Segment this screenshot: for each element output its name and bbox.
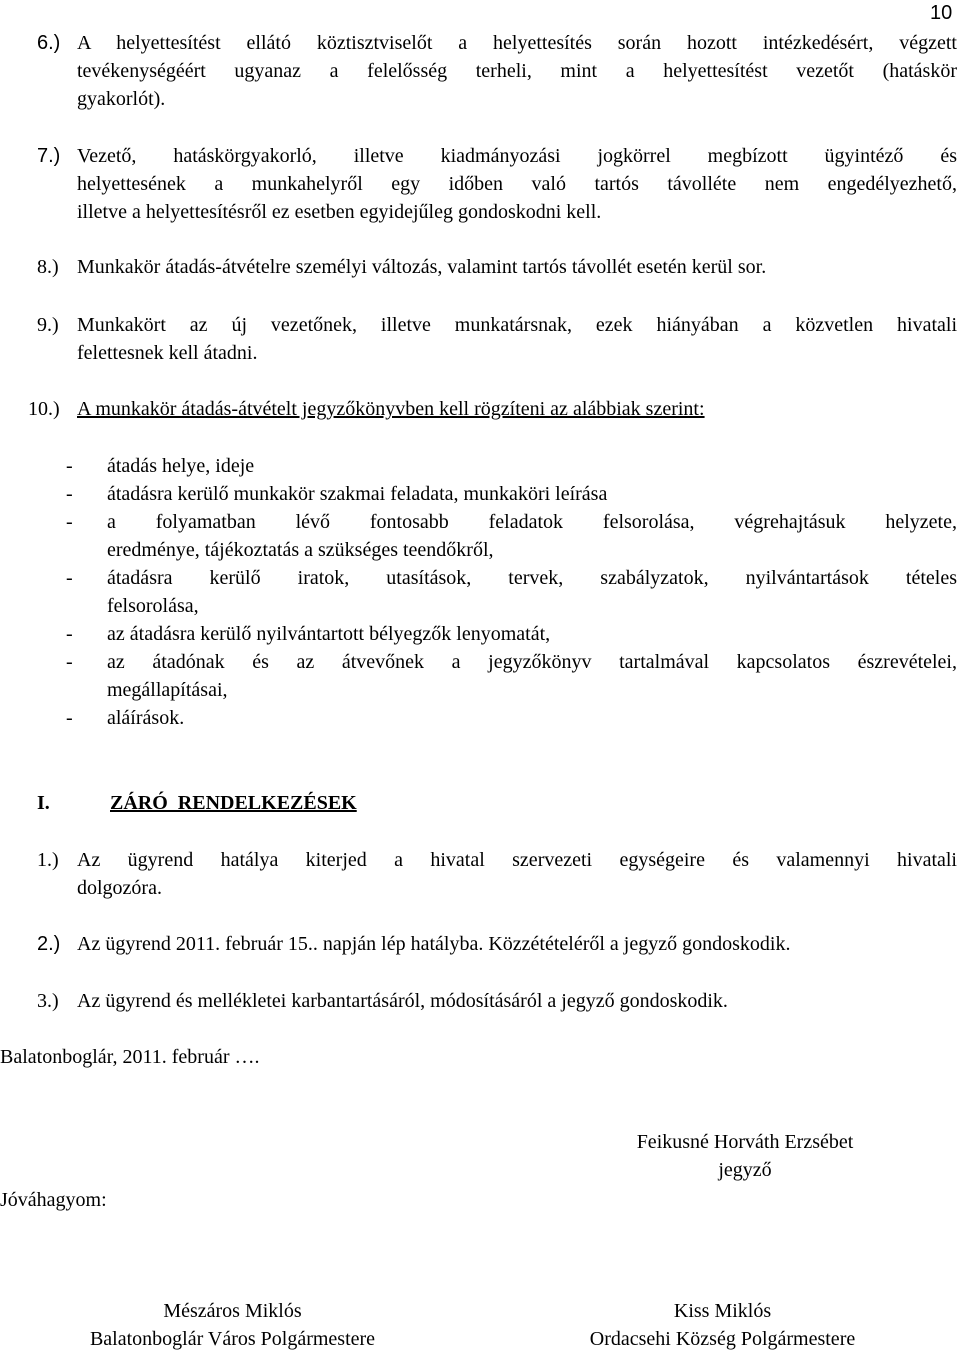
bullet-line: felsorolása,	[107, 595, 199, 617]
closing-number: 1.)	[37, 849, 59, 871]
item-number: 8.)	[37, 256, 59, 278]
notary-name: Feikusné Horváth Erzsébet	[636, 1131, 854, 1153]
dash-marker: -	[66, 455, 73, 477]
item-number: 6.)	[37, 32, 61, 54]
signatory-name: Kiss Miklós	[673, 1300, 772, 1322]
closing-line: dolgozóra.	[77, 877, 162, 899]
item-line: Vezető, hatáskörgyakorló, illetve kiadmányozási jogkörrel megbízott ügyintéző és	[77, 145, 957, 167]
signatory-title: Balatonboglár Város Polgármestere	[89, 1328, 376, 1350]
bullet-line: az átadónak és az átvevőnek a jegyzőkönyv tartalmával kapcsolatos észrevételei,	[107, 651, 957, 673]
bullet-line: az átadásra kerülő nyilvántartott bélyegzők lenyomatát,	[107, 623, 551, 645]
bullet-line: átadás helye, ideje	[107, 455, 255, 477]
item-line: gyakorlót).	[77, 88, 166, 110]
bullet-line: aláírások.	[107, 707, 185, 729]
item-line: helyettesének a munkahelyről egy időben való tartós távolléte nem engedélyezhető,	[77, 173, 957, 195]
bullet-line: átadásra kerülő iratok, utasítások, tervek, szabályzatok, nyilvántartások tételes	[107, 567, 957, 589]
item-line: Munkakört az új vezetőnek, illetve munkatársnak, ezek hiányában a közvetlen hivatali	[77, 314, 957, 336]
dash-marker: -	[66, 707, 73, 729]
dash-marker: -	[66, 567, 73, 589]
item-number: 7.)	[37, 145, 61, 167]
item-number: 10.)	[28, 398, 60, 420]
item-line-underlined: A munkakör átadás-átvételt jegyzőkönyvben kell rögzíteni az alábbiak szerint:	[77, 398, 705, 420]
bullet-line: átadásra kerülő munkakör szakmai feladata, munkaköri leírása	[107, 483, 608, 505]
bullet-line: a folyamatban lévő fontosabb feladatok felsorolása, végrehajtásuk helyzete,	[107, 511, 957, 533]
dash-marker: -	[66, 483, 73, 505]
item-line: Munkakör átadás-átvételre személyi változás, valamint tartós távollét esetén kerül sor.	[77, 256, 767, 278]
place-date: Balatonboglár, 2011. február ….	[0, 1046, 260, 1068]
dash-marker: -	[66, 623, 73, 645]
signatory-name: Mészáros Miklós	[163, 1300, 302, 1322]
notary-title: jegyző	[718, 1159, 772, 1181]
closing-line: Az ügyrend és mellékletei karbantartásáról, módosításáról a jegyző gondoskodik.	[77, 990, 728, 1012]
signatory-title: Ordacsehi Község Polgármestere	[589, 1328, 856, 1350]
section-number: I.	[37, 792, 50, 814]
approve-label: Jóváhagyom:	[0, 1189, 107, 1211]
dash-marker: -	[66, 511, 73, 533]
section-title: ZÁRÓ RENDELKEZÉSEK	[110, 792, 357, 814]
dash-marker: -	[66, 651, 73, 673]
closing-number: 3.)	[37, 990, 59, 1012]
item-line: tevékenységéért ugyanaz a felelősség terheli, mint a helyettesítést vezetőt (hatáskör	[77, 60, 957, 82]
item-line: A helyettesítést ellátó köztisztviselőt a helyettesítés során hozott intézkedésért, végzett	[77, 32, 957, 54]
item-line: felettesnek kell átadni.	[77, 342, 258, 364]
item-line: illetve a helyettesítésről ez esetben egyidejűleg gondoskodni kell.	[77, 201, 602, 223]
bullet-line: eredménye, tájékoztatás a szükséges teendőkről,	[107, 539, 494, 561]
bullet-line: megállapításai,	[107, 679, 228, 701]
page-number: 10	[930, 2, 953, 24]
item-number: 9.)	[37, 314, 59, 336]
closing-line: Az ügyrend 2011. február 15.. napján lép hatályba. Közzétételéről a jegyző gondoskodik.	[77, 933, 791, 955]
closing-number: 2.)	[37, 933, 61, 955]
closing-line: Az ügyrend hatálya kiterjed a hivatal szervezeti egységeire és valamennyi hivatali	[77, 849, 957, 871]
